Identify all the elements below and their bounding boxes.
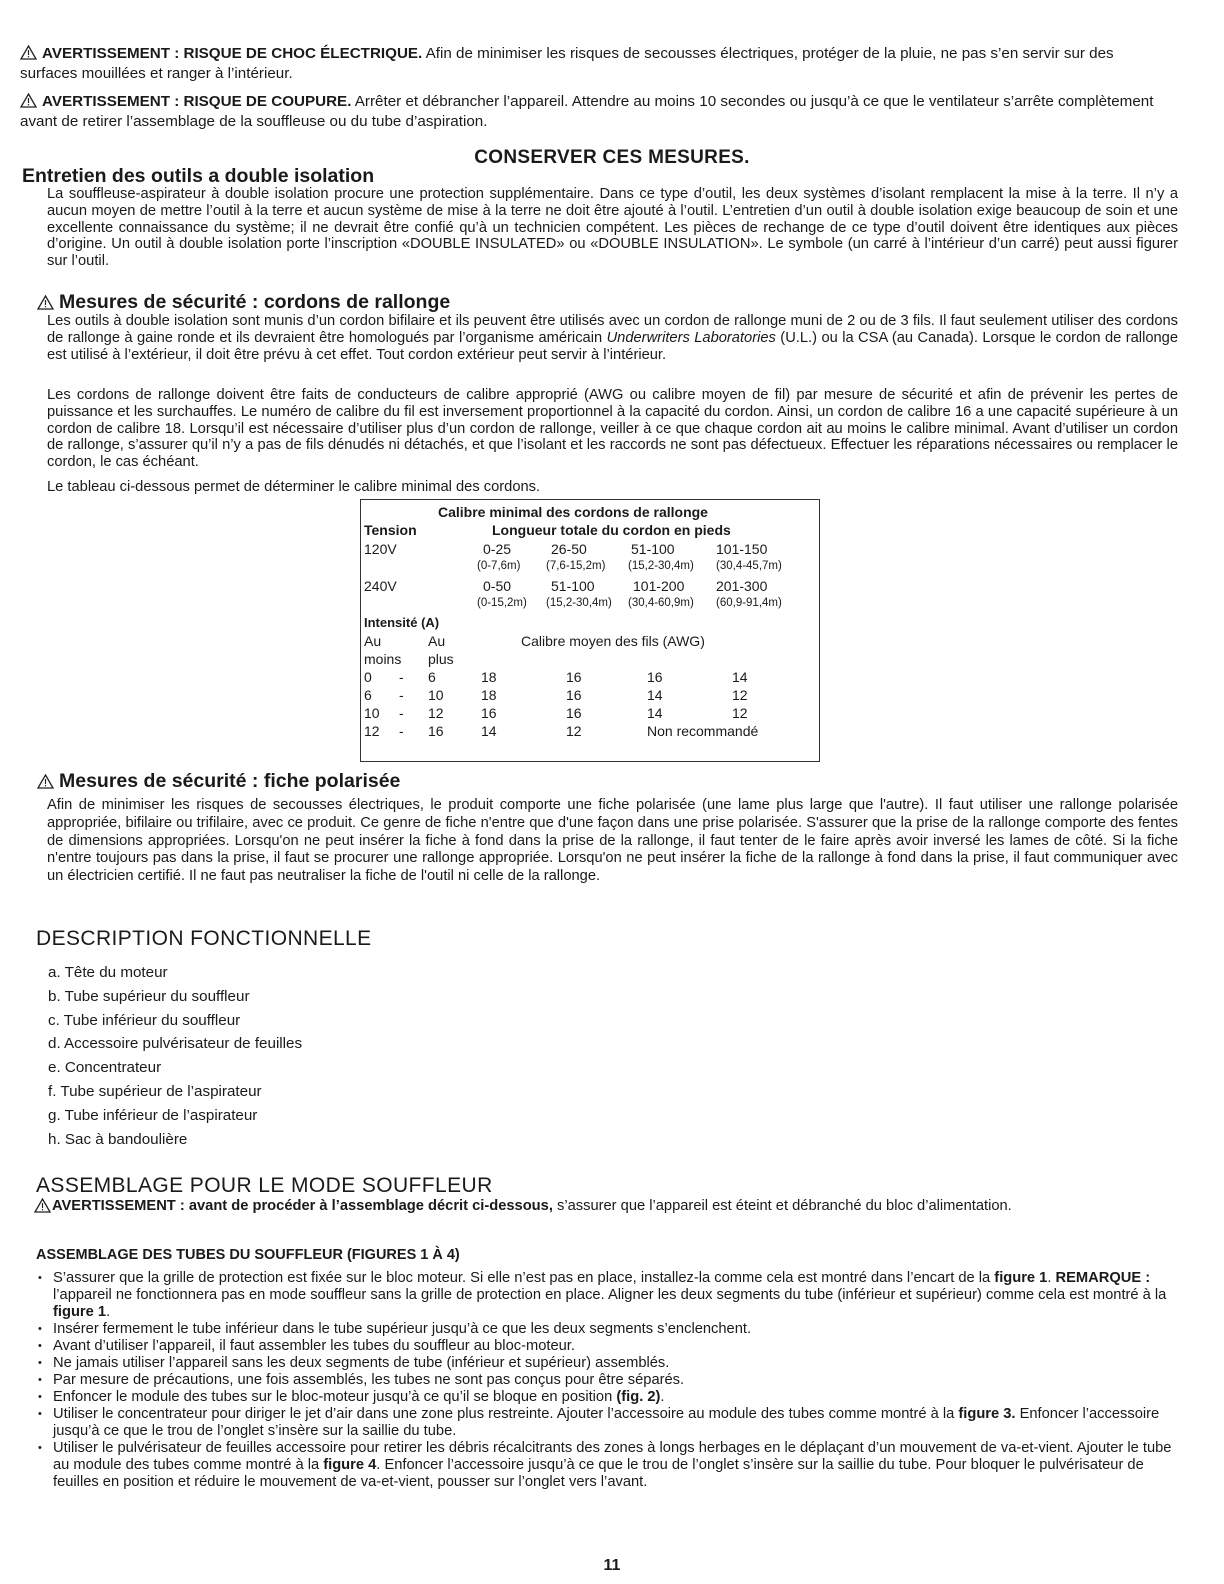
table-cell: 0-50 [483, 578, 512, 594]
assemblage-title: ASSEMBLAGE POUR LE MODE SOUFFLEUR [36, 1174, 493, 1197]
table-au-1: Au [364, 633, 382, 649]
table-cell: 6 [428, 669, 436, 685]
warning-triangle-icon [20, 93, 37, 108]
list-item: e. Concentrateur [48, 1059, 162, 1077]
table-cell: 18 [481, 669, 497, 685]
table-cell: - [399, 687, 404, 703]
table-cell: 12 [732, 705, 748, 721]
list-item [38, 1406, 1176, 1440]
warning-triangle-icon [34, 1198, 51, 1213]
list-item: a. Tête du moteur [48, 964, 168, 981]
bullet-text: Utiliser le concentrateur pour diriger le jet d’air dans une zone plus restreinte. Ajouter l’accessoire au module des tubes comme montré à la [53, 1406, 959, 1422]
figure-ref: figure 1 [994, 1270, 1048, 1286]
table-cell: (0-7,6m) [477, 560, 521, 572]
bullet-text: Utiliser le pulvérisateur de feuilles accessoire pour retirer les débris récalcitrants des zones à longs herbages en le déplaçant d’un mouvement de va-et-vient. Ajouter le tube au module des tubes comme montré à la [53, 1440, 1172, 1473]
table-calibre-label: Calibre moyen des fils (AWG) [521, 633, 705, 649]
warning-text: Afin de minimiser les risques de secousses électriques, protéger de la pluie, ne pas s’en servir sur des surfaces mouillées et ranger à l’intérieur. [20, 45, 1114, 82]
cordons-paragraph-3: Le tableau ci-dessous permet de déterminer le calibre minimal des cordons. [47, 479, 541, 495]
table-cell: 51-100 [631, 541, 675, 557]
bullet-text: . [106, 1304, 111, 1320]
table-cell: (30,4-60,9m) [628, 597, 694, 609]
cordons-paragraph-1 [47, 313, 1178, 363]
table-cell: (7,6-15,2m) [546, 560, 606, 572]
list-item: • Avant d’utiliser l’appareil, il faut assembler les tubes du souffleur au bloc-moteur. [38, 1338, 1176, 1355]
conserver-heading: CONSERVER CES MESURES. [474, 147, 750, 168]
remarque-label: REMARQUE : [1055, 1270, 1151, 1286]
fiche-text: Afin de minimiser les risques de secousses électriques, le produit comporte une fiche polarisée (une lame plus large que l'autre). Il faut utiliser une rallonge polarisée appropriée, bifilaire ou trifilaire, avec ce produit. Ce genre de fiche n'entre que d'une façon dans une prise polarisée. S'assurer que la prise de la rallonge comporte des fentes de dimensions appropriées. Lorsqu'on ne peut insérer la fiche à fond dans la prise de la rallonge, il faut tenter de le faire après avoir inversé les lames de côté. Si la fiche n'entre toujours pas dans la prise, il faut se procurer une rallonge appropriée. Lorsqu'on ne peut insérer la fiche de la rallonge à fond dans la prise, il faut communiquer avec un électricien certifié. Il ne faut pas neutraliser la fiche de l'outil ni celle de la rallonge. [47, 797, 1178, 885]
warning-label: AVERTISSEMENT : RISQUE DE COUPURE. [42, 93, 352, 110]
warning-cut-risk [20, 92, 1172, 132]
list-item [38, 1389, 1176, 1406]
bullet-text: . [660, 1389, 665, 1405]
list-item: h. Sac à bandoulière [48, 1130, 188, 1148]
figure-ref: figure 3. [958, 1406, 1016, 1422]
bullet-text: Enfoncer le module des tubes sur le bloc-moteur jusqu’à ce qu’il se bloque en position [53, 1389, 617, 1405]
table-cell: 16 [481, 705, 497, 721]
table-cell: 12 [732, 687, 748, 703]
warning-text: Arrêter et débrancher l’appareil. Attendre au moins 10 secondes ou jusqu’à ce que le ventilateur s’arrête complètement avant de retirer l’assemblage de la souffleuse ou du tube d’aspiration. [20, 93, 1154, 130]
warning-triangle-icon [20, 45, 37, 60]
cordons-p1-a: Les outils à double isolation sont munis d’un cordon bifilaire et ils peuvent être utilisés avec un cordon de rallonge muni de 2 ou de 3 fils. Il faut seulement utiliser des cordons de rallonge à gaine ronde et ils devraient être homologués par l’organisme américain [47, 313, 1178, 346]
bullet-text: . Enfoncer l’accessoire jusqu’à ce que le trou de l’onglet s’insère sur la saillie du tube. Pour bloquer le pulvérisateur de feuilles en position et réduire le mouvement de va-et-vient, pousser sur l’onglet vers l’avant. [53, 1457, 1144, 1490]
warning-label: AVERTISSEMENT : RISQUE DE CHOC ÉLECTRIQUE. [42, 45, 423, 62]
table-cell: 18 [481, 687, 497, 703]
description-list [48, 961, 302, 1151]
cordons-paragraph-2: Les cordons de rallonge doivent être faits de conducteurs de calibre approprié (AWG ou calibre moyen de fil) par mesure de sécurité et afin de prévenir les pertes de puissance et les surchauffes. Le numéro de calibre du fil est inversement proportionnel à la capacité du cordon. Ainsi, un cordon de calibre 16 a une capacité supérieure à un cordon de calibre 18. Lorsqu’il est nécessaire d’utiliser plus d’un cordon de rallonge, veiller à ce que chaque cordon ait au moins le calibre minimal. Avant d’utiliser un cordon de rallonge, s’assurer qu’il n’y a pas de fils dénudés ni détachés, et que l’isolant et les raccords ne sont pas défectueux. Effectuer les réparations nécessaires ou remplacer le cordon, le cas échéant. [47, 387, 1178, 471]
table-cell: 14 [481, 723, 497, 739]
list-item: b. Tube supérieur du souffleur [48, 987, 250, 1005]
assemblage-warning [36, 1198, 1178, 1215]
table-cell: 14 [647, 705, 663, 721]
figure-ref: (fig. 2) [616, 1389, 661, 1405]
table-cell: 51-100 [551, 578, 595, 594]
table-120v: 120V [364, 541, 397, 557]
list-item: • Insérer fermement le tube inférieur dans le tube supérieur jusqu’à ce que les deux segments s’enclenchent. [38, 1321, 1176, 1338]
table-cell: - [399, 669, 404, 685]
list-item: • Ne jamais utiliser l’appareil sans les deux segments de tube (inférieur et supérieur) assemblés. [38, 1355, 1176, 1372]
table-cell: 14 [732, 669, 748, 685]
cordons-title: Mesures de sécurité : cordons de rallonge [59, 291, 451, 313]
table-cell: 12 [428, 705, 444, 721]
table-cell: 10 [364, 705, 380, 721]
figure-ref: figure 4 [323, 1457, 377, 1473]
assemblage-warning-text: s’assurer que l’appareil est éteint et débranché du bloc d’alimentation. [552, 1198, 1012, 1214]
table-cell: (30,4-45,7m) [716, 560, 782, 572]
warning-triangle-icon [37, 295, 54, 310]
table-cell: - [399, 723, 404, 739]
table-cell: 0 [364, 669, 372, 685]
table-tension-label: Tension [364, 522, 417, 538]
table-cell: 10 [428, 687, 444, 703]
figure-ref: figure 1 [53, 1304, 107, 1320]
list-item: • Par mesure de précautions, une fois assemblés, les tubes ne sont pas conçus pour être séparés. [38, 1372, 1176, 1389]
table-cell: 16 [566, 705, 582, 721]
double-isolation-title: Entretien des outils a double isolation [22, 165, 375, 187]
table-cell: 14 [647, 687, 663, 703]
assemblage-bullets [38, 1270, 1176, 1491]
cordons-heading [37, 291, 450, 314]
table-cell: - [399, 705, 404, 721]
table-cell: 101-150 [716, 541, 768, 557]
table-plus: plus [428, 651, 454, 667]
list-item: c. Tube inférieur du souffleur [48, 1011, 241, 1029]
page-number: 11 [603, 1557, 621, 1574]
table-cell: (15,2-30,4m) [546, 597, 612, 609]
table-cell: 201-300 [716, 578, 768, 594]
description-title: DESCRIPTION FONCTIONNELLE [36, 927, 372, 950]
fiche-heading [37, 770, 400, 793]
bullet-text: S’assurer que la grille de protection est fixée sur le bloc moteur. Si elle n’est pas en place, installez-la comme cela est montré dans l’encart de la [53, 1270, 995, 1286]
warning-triangle-icon [37, 774, 54, 789]
fiche-title: Mesures de sécurité : fiche polarisée [59, 770, 401, 792]
table-cell: 16 [428, 723, 444, 739]
table-longueur-label: Longueur totale du cordon en pieds [492, 522, 731, 538]
assemblage-subtitle: ASSEMBLAGE DES TUBES DU SOUFFLEUR (FIGURES 1 À 4) [36, 1247, 460, 1263]
bullet-text: Enfoncer l’accessoire jusqu’à ce que le trou de l’onglet s’insère sur la saillie du tube. [53, 1406, 1160, 1439]
assemblage-warning-label: AVERTISSEMENT : avant de procéder à l’assemblage décrit ci-dessous, [52, 1198, 553, 1214]
table-cell: 101-200 [633, 578, 685, 594]
table-moins: moins [364, 651, 402, 667]
table-cell: (60,9-91,4m) [716, 597, 782, 609]
table-cell: 12 [566, 723, 582, 739]
table-intensite-label: Intensité (A) [364, 615, 440, 630]
table-au-2: Au [428, 633, 446, 649]
warning-electric-shock [20, 44, 1172, 84]
table-cell: 16 [566, 687, 582, 703]
table-cell: 6 [364, 687, 372, 703]
cordons-p1-b: (U.L.) ou la CSA (au Canada). Lorsque le cordon de rallonge est utilisé à l’extérieur, il doit être prévu à cet effet. Tout cordon extérieur peut servir à l’intérieur. [47, 329, 1179, 363]
gauge-table [360, 499, 820, 762]
table-title: Calibre minimal des cordons de rallonge [438, 504, 708, 520]
list-item [38, 1440, 1176, 1491]
cordons-p1-italic: Underwriters Laboratories [606, 329, 776, 346]
double-isolation-text: La souffleuse-aspirateur à double isolation procure une protection supplémentaire. Dans ce type d’outil, les deux systèmes d’isolant remplacent la mise à la terre. Il n’y a aucun moyen de mettre l’outil à la terre et aucun système de mise à la terre ne doit être ajouté à l’outil. L’entretien d’un outil à double isolation exige beaucoup de soin et une excellente connaissance du système; il ne devrait être confié qu’à un technicien compétent. Les pièces de rechange de ce type d’outil doivent être identiques aux pièces d’origine. Un outil à double isolation porte l’inscription «DOUBLE INSULATED» ou «DOUBLE INSULATION». Le symbole (un carré à l’intérieur d’un carré) peut aussi figurer sur l’outil. [47, 186, 1178, 270]
table-cell: 16 [647, 669, 663, 685]
list-item: d. Accessoire pulvérisateur de feuilles [48, 1035, 303, 1053]
list-item: g. Tube inférieur de l’aspirateur [48, 1106, 258, 1124]
list-item: f. Tube supérieur de l’aspirateur [48, 1082, 262, 1100]
table-cell: 0-25 [483, 541, 512, 557]
bullet-text: . [1047, 1270, 1056, 1286]
table-cell: 26-50 [551, 541, 587, 557]
table-cell: 16 [566, 669, 582, 685]
table-cell: 12 [364, 723, 380, 739]
table-cell: (0-15,2m) [477, 597, 527, 609]
table-cell: (15,2-30,4m) [628, 560, 694, 572]
bullet-text: l’appareil ne fonctionnera pas en mode souffleur sans la grille de protection en place. Aligner les deux segments du tube (inférieur et supérieur) comme cela est montré à la [53, 1287, 1167, 1303]
table-cell: Non recommandé [647, 723, 759, 739]
list-item [38, 1270, 1176, 1321]
table-240v: 240V [364, 578, 397, 594]
